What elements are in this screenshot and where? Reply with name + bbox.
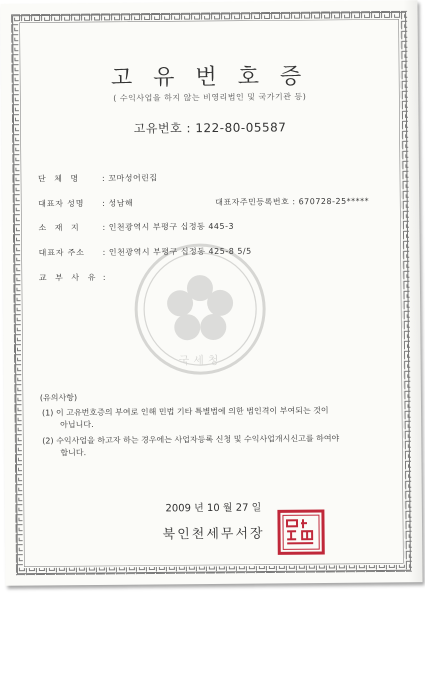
note-continuation: 아닙니다.	[60, 420, 94, 430]
note-number: (1)	[42, 408, 54, 418]
note-continuation: 합니다.	[60, 448, 87, 458]
issuing-office: 북인천세무서장	[162, 526, 265, 543]
field-representative-address: 대표자 주소 : 인천광역시 부평구 십정동 425-8 5/5	[38, 246, 252, 258]
certificate-subtitle: ( 수익사업을 하지 않는 비영리법인 및 국가기관 등)	[113, 92, 307, 103]
field-label: 교 부 사 유	[38, 272, 99, 283]
field-value: 성남해	[108, 198, 134, 208]
field-issue-reason: 교 부 사 유 :	[38, 272, 107, 283]
official-red-stamp	[277, 509, 325, 555]
note-item	[42, 405, 329, 420]
field-value: 670728-25*****	[298, 196, 370, 207]
field-label: 대표자 주소	[38, 248, 85, 258]
note-text: 수익사업을 하고자 하는 경우에는 사업자등록 신청 및 수익사업개시신고를 하여야	[56, 433, 340, 446]
note-number: (2)	[42, 436, 54, 446]
issue-date: 2009 년 10 월 27 일	[165, 502, 262, 515]
field-value: 인천광역시 부평구 십정동 425-8 5/5	[108, 246, 252, 257]
field-organization-name: 단 체 명 : 꼬마성어린집	[37, 173, 158, 184]
field-label: 단 체 명	[37, 174, 82, 184]
field-representative-name: 대표자 성명 : 성남해	[38, 198, 134, 209]
field-value: 꼬마성어린집	[108, 173, 158, 183]
field-location: 소 재 지 : 인천광역시 부평구 십정동 445-3	[38, 221, 235, 233]
field-representative-id	[215, 196, 369, 208]
registration-number-label: 고유번호 :	[133, 121, 192, 136]
registration-number-line	[1, 117, 418, 138]
certificate-title: 고 유 번 호 증	[110, 64, 309, 91]
field-label: 소 재 지	[38, 223, 82, 233]
national-tax-seal-watermark	[131, 240, 270, 379]
notes-heading: (유의사항)	[39, 393, 78, 403]
seal-caption: 국세청	[178, 353, 223, 368]
field-value: 인천광역시 부평구 십정동 445-3	[108, 221, 235, 232]
field-label: 대표자주민등록번호 :	[215, 197, 296, 207]
registration-number-value: 122-80-05587	[195, 120, 287, 136]
field-label: 대표자 성명	[38, 199, 85, 209]
note-text: 이 고유번호증의 부여로 인해 민법 기타 특별법에 의한 법인격이 부여되는 것이	[55, 405, 329, 418]
